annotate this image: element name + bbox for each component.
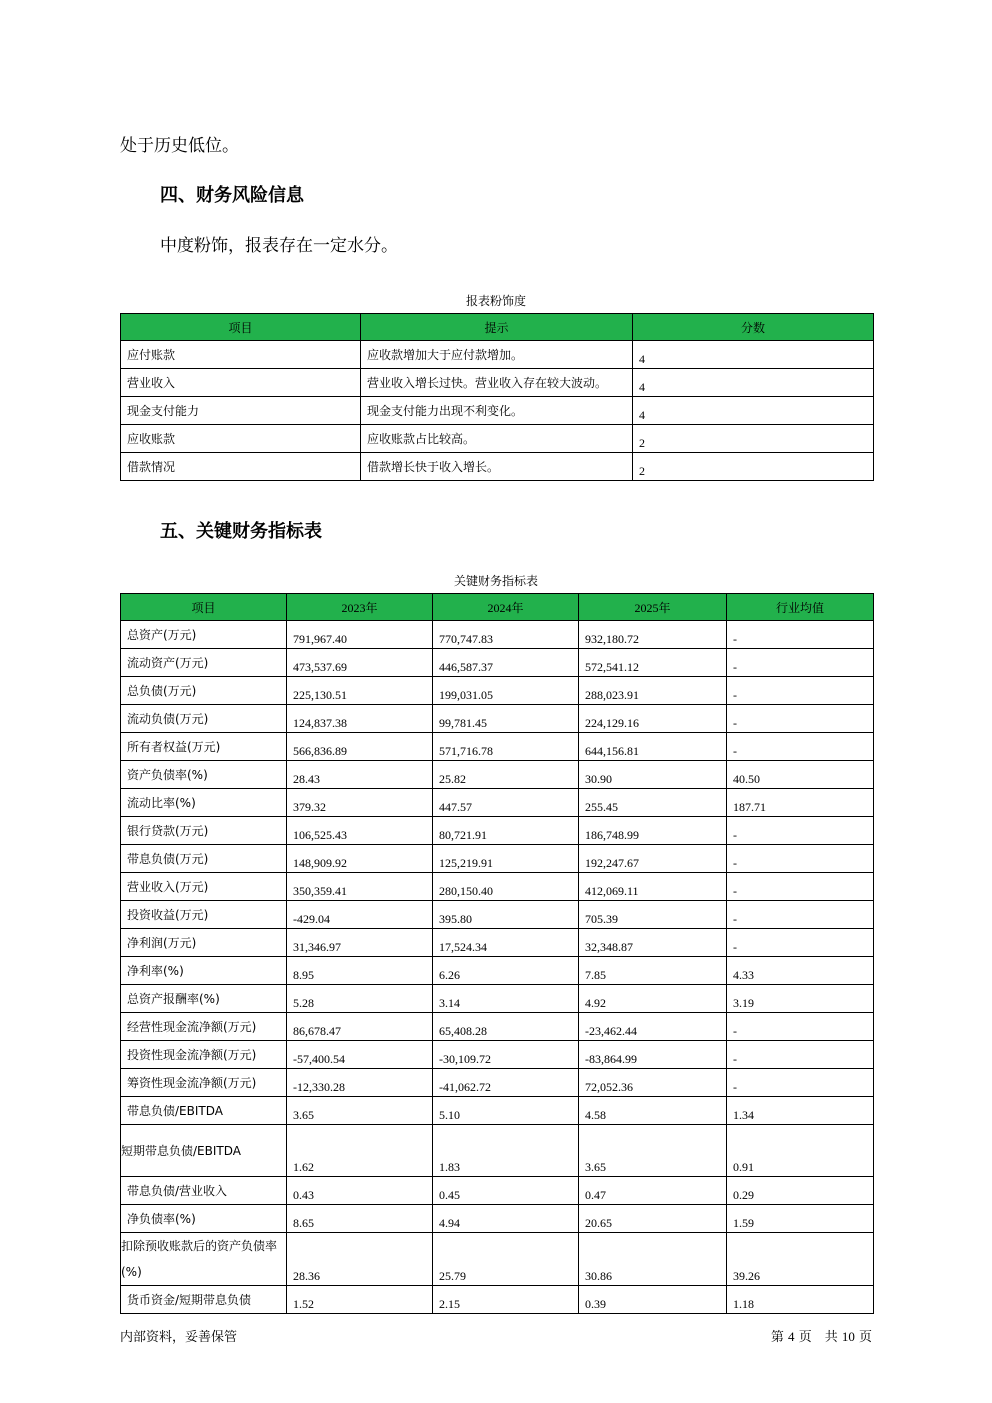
kpi-header-cell: 项目: [121, 594, 287, 621]
kpi-item-cell: 短期带息负债/EBITDA: [121, 1125, 287, 1177]
kpi-item-cell: 投资性现金流净额(万元): [121, 1041, 287, 1069]
kpi-table-row: [121, 817, 874, 845]
kpi-value-cell: -12,330.28: [287, 1069, 433, 1097]
kpi-value-cell: 350,359.41: [287, 873, 433, 901]
footer-page-suffix: 页: [858, 1330, 872, 1345]
kpi-table-row: [121, 845, 874, 873]
kpi-value-cell: 72,052.36: [579, 1069, 727, 1097]
kpi-value-cell: 2.15: [433, 1286, 579, 1314]
kpi-value-cell: 186,748.99: [579, 817, 727, 845]
kpi-value-cell: -: [727, 817, 874, 845]
kpi-table-row: [121, 1233, 874, 1286]
kpi-table-row: [121, 677, 874, 705]
kpi-value-cell: 1.83: [433, 1125, 579, 1177]
risk-hint-cell: 应收款增加大于应付款增加。: [361, 341, 633, 369]
kpi-table-row: [121, 873, 874, 901]
kpi-value-cell: 39.26: [727, 1233, 874, 1286]
kpi-value-cell: 192,247.67: [579, 845, 727, 873]
kpi-value-cell: 31,346.97: [287, 929, 433, 957]
kpi-value-cell: 3.65: [287, 1097, 433, 1125]
kpi-value-cell: -: [727, 1069, 874, 1097]
kpi-value-cell: 8.95: [287, 957, 433, 985]
kpi-header-cell: 2024年: [433, 594, 579, 621]
kpi-value-cell: 644,156.81: [579, 733, 727, 761]
kpi-value-cell: 124,837.38: [287, 705, 433, 733]
kpi-value-cell: 705.39: [579, 901, 727, 929]
kpi-table-row: [121, 1177, 874, 1205]
kpi-item-cell: 资产负债率(%): [121, 761, 287, 789]
kpi-table-row: [121, 1125, 874, 1177]
kpi-value-cell: 7.85: [579, 957, 727, 985]
kpi-table-row: [121, 1069, 874, 1097]
risk-table: [120, 313, 874, 481]
kpi-value-cell: 473,537.69: [287, 649, 433, 677]
kpi-value-cell: -: [727, 901, 874, 929]
kpi-value-cell: 99,781.45: [433, 705, 579, 733]
kpi-table-row: [121, 1097, 874, 1125]
risk-table-row: [121, 341, 874, 369]
kpi-value-cell: 86,678.47: [287, 1013, 433, 1041]
kpi-value-cell: -57,400.54: [287, 1041, 433, 1069]
risk-hint-cell: 借款增长快于收入增长。: [361, 453, 633, 481]
kpi-value-cell: 412,069.11: [579, 873, 727, 901]
kpi-value-cell: 28.36: [287, 1233, 433, 1286]
kpi-header-cell: 行业均值: [727, 594, 874, 621]
risk-item-cell: 现金支付能力: [121, 397, 361, 425]
kpi-table-row: [121, 705, 874, 733]
kpi-item-cell: 经营性现金流净额(万元): [121, 1013, 287, 1041]
risk-header-cell: 提示: [361, 314, 633, 341]
kpi-value-cell: -: [727, 677, 874, 705]
kpi-item-cell: 带息负债/营业收入: [121, 1177, 287, 1205]
kpi-table-row: [121, 761, 874, 789]
kpi-value-cell: 0.91: [727, 1125, 874, 1177]
kpi-item-cell: 净负债率(%): [121, 1205, 287, 1233]
kpi-value-cell: 1.62: [287, 1125, 433, 1177]
kpi-value-cell: 224,129.16: [579, 705, 727, 733]
section4-summary: 中度粉饰，报表存在一定水分。: [160, 236, 398, 256]
section4-heading: 四、财务风险信息: [160, 185, 304, 206]
kpi-item-cell: 扣除预收账款后的资产负债率(%): [121, 1233, 287, 1286]
kpi-item-cell: 总资产报酬率(%): [121, 985, 287, 1013]
risk-score-cell: 4: [633, 369, 874, 397]
kpi-value-cell: 125,219.91: [433, 845, 579, 873]
kpi-value-cell: 65,408.28: [433, 1013, 579, 1041]
kpi-value-cell: 446,587.37: [433, 649, 579, 677]
kpi-value-cell: -: [727, 845, 874, 873]
kpi-value-cell: -: [727, 733, 874, 761]
kpi-item-cell: 带息负债(万元): [121, 845, 287, 873]
kpi-table-row: [121, 1205, 874, 1233]
kpi-value-cell: 288,023.91: [579, 677, 727, 705]
kpi-value-cell: 1.52: [287, 1286, 433, 1314]
kpi-value-cell: 0.39: [579, 1286, 727, 1314]
risk-hint-cell: 营业收入增长过快。营业收入存在较大波动。: [361, 369, 633, 397]
kpi-value-cell: 17,524.34: [433, 929, 579, 957]
kpi-value-cell: -: [727, 621, 874, 649]
kpi-value-cell: 28.43: [287, 761, 433, 789]
kpi-value-cell: 0.43: [287, 1177, 433, 1205]
footer-page-prefix: 第: [770, 1330, 784, 1345]
kpi-item-cell: 总资产(万元): [121, 621, 287, 649]
risk-table-row: [121, 369, 874, 397]
kpi-value-cell: -: [727, 873, 874, 901]
risk-table-row: [121, 425, 874, 453]
risk-hint-cell: 现金支付能力出现不利变化。: [361, 397, 633, 425]
kpi-table: [120, 593, 874, 1314]
risk-table-row: [121, 397, 874, 425]
risk-table-row: [121, 453, 874, 481]
kpi-value-cell: 5.28: [287, 985, 433, 1013]
risk-item-cell: 营业收入: [121, 369, 361, 397]
kpi-value-cell: 571,716.78: [433, 733, 579, 761]
kpi-header-cell: 2025年: [579, 594, 727, 621]
risk-header-cell: 分数: [633, 314, 874, 341]
kpi-value-cell: 0.29: [727, 1177, 874, 1205]
kpi-table-row: [121, 985, 874, 1013]
kpi-value-cell: 3.19: [727, 985, 874, 1013]
kpi-value-cell: -41,062.72: [433, 1069, 579, 1097]
kpi-value-cell: -23,462.44: [579, 1013, 727, 1041]
kpi-value-cell: 4.92: [579, 985, 727, 1013]
kpi-value-cell: 791,967.40: [287, 621, 433, 649]
kpi-value-cell: 1.18: [727, 1286, 874, 1314]
kpi-item-cell: 投资收益(万元): [121, 901, 287, 929]
kpi-value-cell: 20.65: [579, 1205, 727, 1233]
footer-page-total: 10: [841, 1329, 855, 1344]
kpi-table-caption: 关键财务指标表: [453, 574, 538, 588]
risk-score-cell: 2: [633, 425, 874, 453]
kpi-value-cell: -: [727, 929, 874, 957]
kpi-value-cell: 199,031.05: [433, 677, 579, 705]
kpi-item-cell: 净利率(%): [121, 957, 287, 985]
kpi-item-cell: 货币资金/短期带息负债: [121, 1286, 287, 1314]
risk-item-cell: 借款情况: [121, 453, 361, 481]
footer-page-mid: 页 共: [798, 1330, 838, 1345]
kpi-item-cell: 营业收入(万元): [121, 873, 287, 901]
kpi-item-cell: 流动负债(万元): [121, 705, 287, 733]
kpi-value-cell: 4.94: [433, 1205, 579, 1233]
kpi-value-cell: 3.14: [433, 985, 579, 1013]
risk-hint-cell: 应收账款占比较高。: [361, 425, 633, 453]
kpi-value-cell: -: [727, 705, 874, 733]
kpi-value-cell: 280,150.40: [433, 873, 579, 901]
kpi-value-cell: 30.86: [579, 1233, 727, 1286]
kpi-value-cell: 4.58: [579, 1097, 727, 1125]
kpi-value-cell: 395.80: [433, 901, 579, 929]
kpi-value-cell: 106,525.43: [287, 817, 433, 845]
kpi-item-cell: 净利润(万元): [121, 929, 287, 957]
kpi-value-cell: 30.90: [579, 761, 727, 789]
kpi-value-cell: -: [727, 1041, 874, 1069]
risk-header-cell: 项目: [121, 314, 361, 341]
kpi-table-row: [121, 929, 874, 957]
kpi-table-row: [121, 957, 874, 985]
risk-score-cell: 4: [633, 397, 874, 425]
kpi-value-cell: 255.45: [579, 789, 727, 817]
kpi-value-cell: -: [727, 649, 874, 677]
kpi-value-cell: 187.71: [727, 789, 874, 817]
risk-item-cell: 应收账款: [121, 425, 361, 453]
risk-score-cell: 2: [633, 453, 874, 481]
footer-left-text: 内部资料，妥善保管: [120, 1330, 238, 1345]
kpi-value-cell: -: [727, 1013, 874, 1041]
footer-page-indicator: [771, 1326, 872, 1345]
kpi-value-cell: 32,348.87: [579, 929, 727, 957]
kpi-value-cell: 148,909.92: [287, 845, 433, 873]
kpi-value-cell: 379.32: [287, 789, 433, 817]
risk-table-header-row: [121, 314, 874, 341]
kpi-value-cell: 1.34: [727, 1097, 874, 1125]
kpi-table-row: [121, 789, 874, 817]
kpi-item-cell: 总负债(万元): [121, 677, 287, 705]
kpi-item-cell: 流动资产(万元): [121, 649, 287, 677]
kpi-value-cell: 932,180.72: [579, 621, 727, 649]
kpi-table-row: [121, 1041, 874, 1069]
kpi-item-cell: 带息负债/EBITDA: [121, 1097, 287, 1125]
kpi-value-cell: 770,747.83: [433, 621, 579, 649]
kpi-value-cell: 8.65: [287, 1205, 433, 1233]
kpi-value-cell: 3.65: [579, 1125, 727, 1177]
kpi-table-row: [121, 901, 874, 929]
kpi-table-header-row: [121, 594, 874, 621]
kpi-value-cell: 4.33: [727, 957, 874, 985]
intro-tail-text: 处于历史低位。: [120, 136, 239, 156]
kpi-value-cell: 566,836.89: [287, 733, 433, 761]
section5-heading: 五、关键财务指标表: [160, 521, 322, 542]
footer-page-current: 4: [788, 1329, 795, 1344]
risk-item-cell: 应付账款: [121, 341, 361, 369]
kpi-value-cell: -30,109.72: [433, 1041, 579, 1069]
kpi-item-cell: 银行贷款(万元): [121, 817, 287, 845]
kpi-value-cell: 80,721.91: [433, 817, 579, 845]
kpi-value-cell: 225,130.51: [287, 677, 433, 705]
kpi-item-cell: 流动比率(%): [121, 789, 287, 817]
kpi-table-row: [121, 621, 874, 649]
kpi-table-row: [121, 649, 874, 677]
risk-score-cell: 4: [633, 341, 874, 369]
kpi-value-cell: 1.59: [727, 1205, 874, 1233]
kpi-value-cell: -429.04: [287, 901, 433, 929]
kpi-item-cell: 所有者权益(万元): [121, 733, 287, 761]
kpi-value-cell: 25.82: [433, 761, 579, 789]
kpi-value-cell: 572,541.12: [579, 649, 727, 677]
kpi-item-cell: 筹资性现金流净额(万元): [121, 1069, 287, 1097]
kpi-header-cell: 2023年: [287, 594, 433, 621]
kpi-value-cell: 0.45: [433, 1177, 579, 1205]
kpi-value-cell: 25.79: [433, 1233, 579, 1286]
kpi-value-cell: 0.47: [579, 1177, 727, 1205]
kpi-table-row: [121, 1013, 874, 1041]
kpi-value-cell: -83,864.99: [579, 1041, 727, 1069]
kpi-value-cell: 5.10: [433, 1097, 579, 1125]
kpi-value-cell: 447.57: [433, 789, 579, 817]
kpi-table-row: [121, 733, 874, 761]
kpi-value-cell: 6.26: [433, 957, 579, 985]
kpi-value-cell: 40.50: [727, 761, 874, 789]
risk-table-caption: 报表粉饰度: [465, 294, 526, 308]
kpi-table-row: [121, 1286, 874, 1314]
